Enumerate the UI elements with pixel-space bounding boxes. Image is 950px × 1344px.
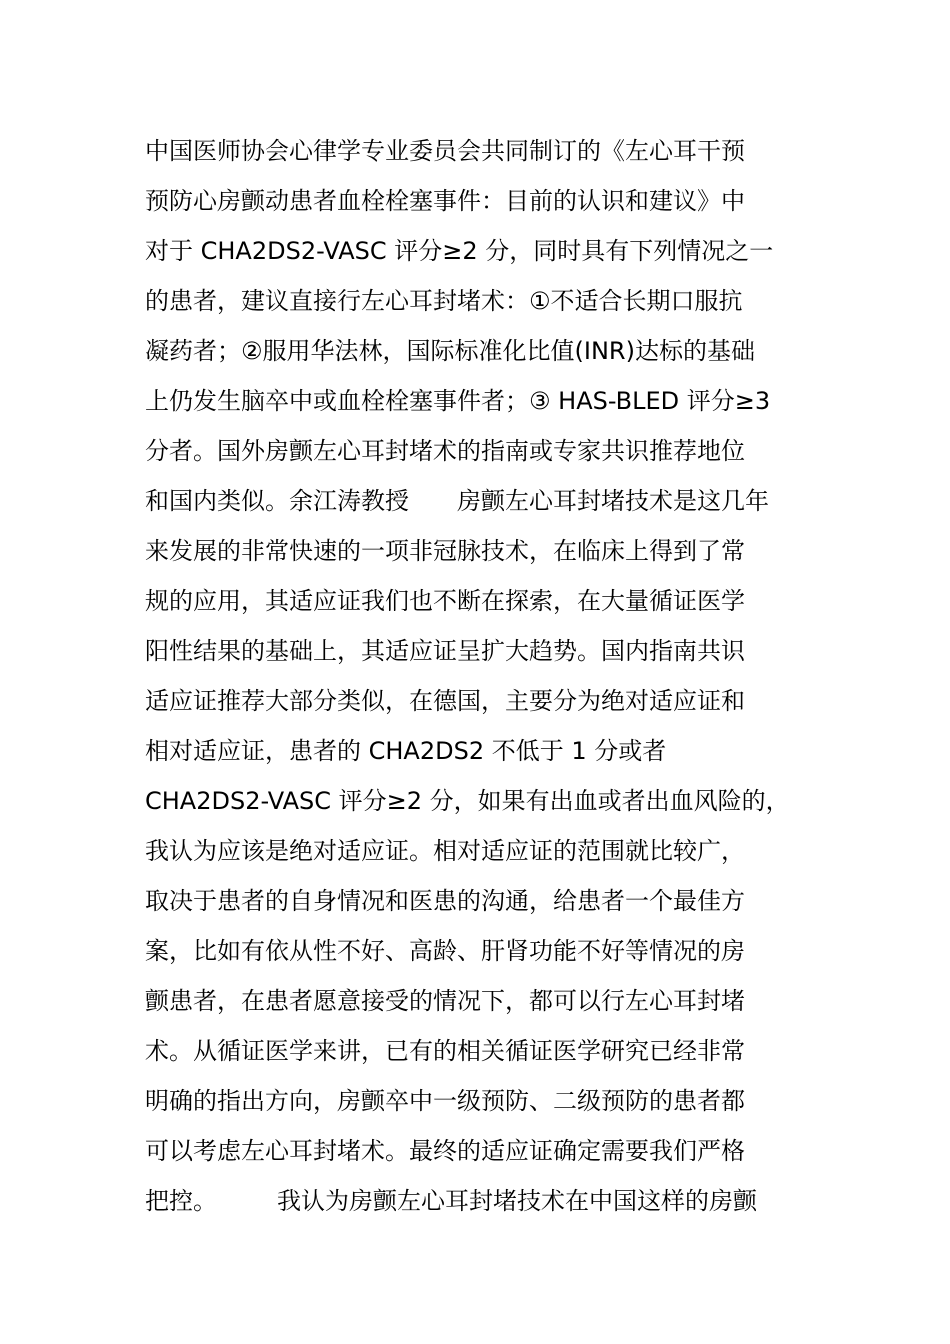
text-line: 的患者，建议直接行左心耳封堵术：①不适合长期口服抗 bbox=[145, 287, 743, 315]
text-line: 明确的指出方向，房颤卒中一级预防、二级预防的患者都 bbox=[145, 1087, 745, 1115]
text-line: 取决于患者的自身情况和医患的沟通，给患者一个最佳方 bbox=[145, 887, 745, 915]
text-line: 颤患者，在患者愿意接受的情况下，都可以行左心耳封堵 bbox=[145, 987, 745, 1015]
text-line: 相对适应证，患者的 CHA2DS2 不低于 1 分或者 bbox=[145, 737, 667, 765]
text-line: 术。从循证医学来讲，已有的相关循证医学研究已经非常 bbox=[145, 1037, 745, 1065]
text-line: 把控。 我认为房颤左心耳封堵技术在中国这样的房颤 bbox=[145, 1187, 757, 1215]
text-line: 分者。国外房颤左心耳封堵术的指南或专家共识推荐地位 bbox=[145, 437, 745, 465]
text-line: 可以考虑左心耳封堵术。最终的适应证确定需要我们严格 bbox=[145, 1137, 745, 1165]
text-line: 和国内类似。余江涛教授 房颤左心耳封堵技术是这几年 bbox=[145, 487, 769, 515]
text-line: 预防心房颤动患者血栓栓塞事件：目前的认识和建议》中 bbox=[145, 187, 745, 215]
text-line: 案，比如有依从性不好、高龄、肝肾功能不好等情况的房 bbox=[145, 937, 745, 965]
body-text bbox=[145, 126, 825, 1226]
text-line: CHA2DS2-VASC 评分≥2 分，如果有出血或者出血风险的， bbox=[145, 787, 790, 815]
text-line: 凝药者；②服用华法林，国际标准化比值(INR)达标的基础 bbox=[145, 337, 755, 365]
text-line: 中国医师协会心律学专业委员会共同制订的《左心耳干预 bbox=[145, 137, 745, 165]
text-line: 来发展的非常快速的一项非冠脉技术，在临床上得到了常 bbox=[145, 537, 745, 565]
text-line: 上仍发生脑卒中或血栓栓塞事件者；③ HAS-BLED 评分≥3 bbox=[145, 387, 771, 415]
text-line: 规的应用，其适应证我们也不断在探索，在大量循证医学 bbox=[145, 587, 745, 615]
text-line: 我认为应该是绝对适应证。相对适应证的范围就比较广， bbox=[145, 837, 745, 865]
text-line: 对于 CHA2DS2-VASC 评分≥2 分，同时具有下列情况之一 bbox=[145, 237, 774, 265]
text-line: 阳性结果的基础上，其适应证呈扩大趋势。国内指南共识 bbox=[145, 637, 745, 665]
text-line: 适应证推荐大部分类似，在德国，主要分为绝对适应证和 bbox=[145, 687, 745, 715]
